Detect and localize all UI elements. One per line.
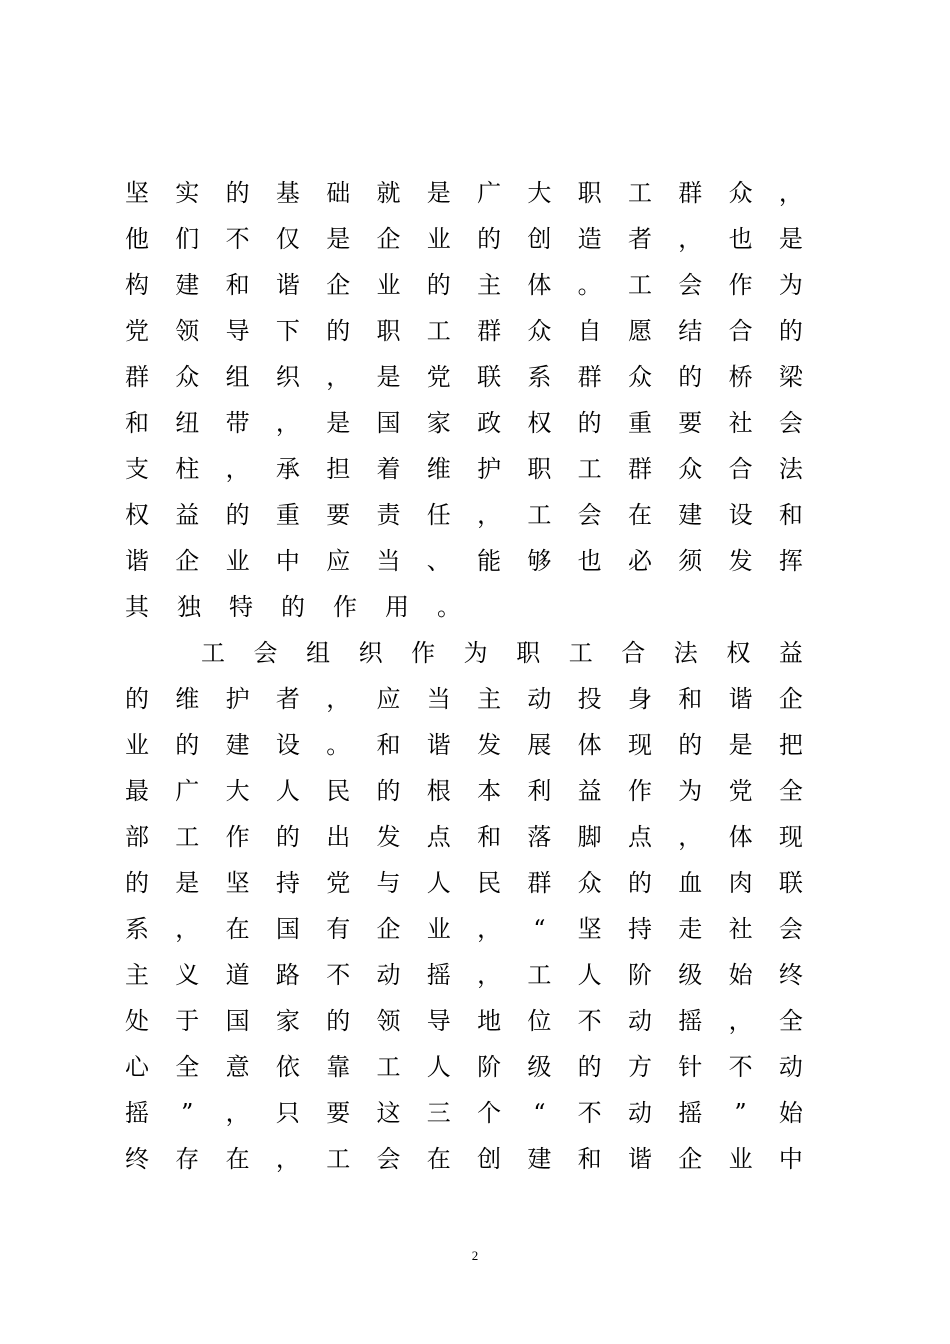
text-line: 工 会 组 织 作 为 职 工 合 法 权 益 (201, 639, 803, 667)
text-line: 业 的 建 设 。 和 谐 发 展 体 现 的 是 把 (125, 731, 803, 759)
text-line: 心 全 意 依 靠 工 人 阶 级 的 方 针 不 动 (125, 1053, 803, 1081)
text-line: 处 于 国 家 的 领 导 地 位 不 动 摇 ， 全 (125, 1007, 803, 1035)
page-number: 2 (471, 1248, 479, 1263)
text-line: 其 独 特 的 作 用 。 (125, 593, 461, 621)
text-line: 坚 实 的 基 础 就 是 广 大 职 工 群 众 ， (125, 179, 803, 207)
body-text (124, 170, 804, 1182)
text-line: 的 维 护 者 ， 应 当 主 动 投 身 和 谐 企 (125, 685, 803, 713)
text-line: 的 是 坚 持 党 与 人 民 群 众 的 血 肉 联 (125, 869, 803, 897)
text-line: 摇 ” ， 只 要 这 三 个 “ 不 动 摇 ” 始 (125, 1099, 803, 1127)
text-line: 和 纽 带 ， 是 国 家 政 权 的 重 要 社 会 (125, 409, 803, 437)
text-line: 党 领 导 下 的 职 工 群 众 自 愿 结 合 的 (125, 317, 803, 345)
text-line: 最 广 大 人 民 的 根 本 利 益 作 为 党 全 (125, 777, 803, 805)
text-line: 构 建 和 谐 企 业 的 主 体 。 工 会 作 为 (125, 271, 803, 299)
text-line: 支 柱 ， 承 担 着 维 护 职 工 群 众 合 法 (125, 455, 803, 483)
text-line: 权 益 的 重 要 责 任 ， 工 会 在 建 设 和 (125, 501, 803, 529)
text-line: 谐 企 业 中 应 当 、 能 够 也 必 须 发 挥 (125, 547, 803, 575)
text-line: 主 义 道 路 不 动 摇 ， 工 人 阶 级 始 终 (125, 961, 803, 989)
text-line: 系 ， 在 国 有 企 业 ， “ 坚 持 走 社 会 (125, 915, 803, 943)
text-line: 部 工 作 的 出 发 点 和 落 脚 点 ， 体 现 (125, 823, 803, 851)
text-line: 群 众 组 织 ， 是 党 联 系 群 众 的 桥 梁 (125, 363, 803, 391)
text-line: 终 存 在 ， 工 会 在 创 建 和 谐 企 业 中 (125, 1145, 803, 1173)
text-line: 他 们 不 仅 是 企 业 的 创 造 者 ， 也 是 (125, 225, 803, 253)
